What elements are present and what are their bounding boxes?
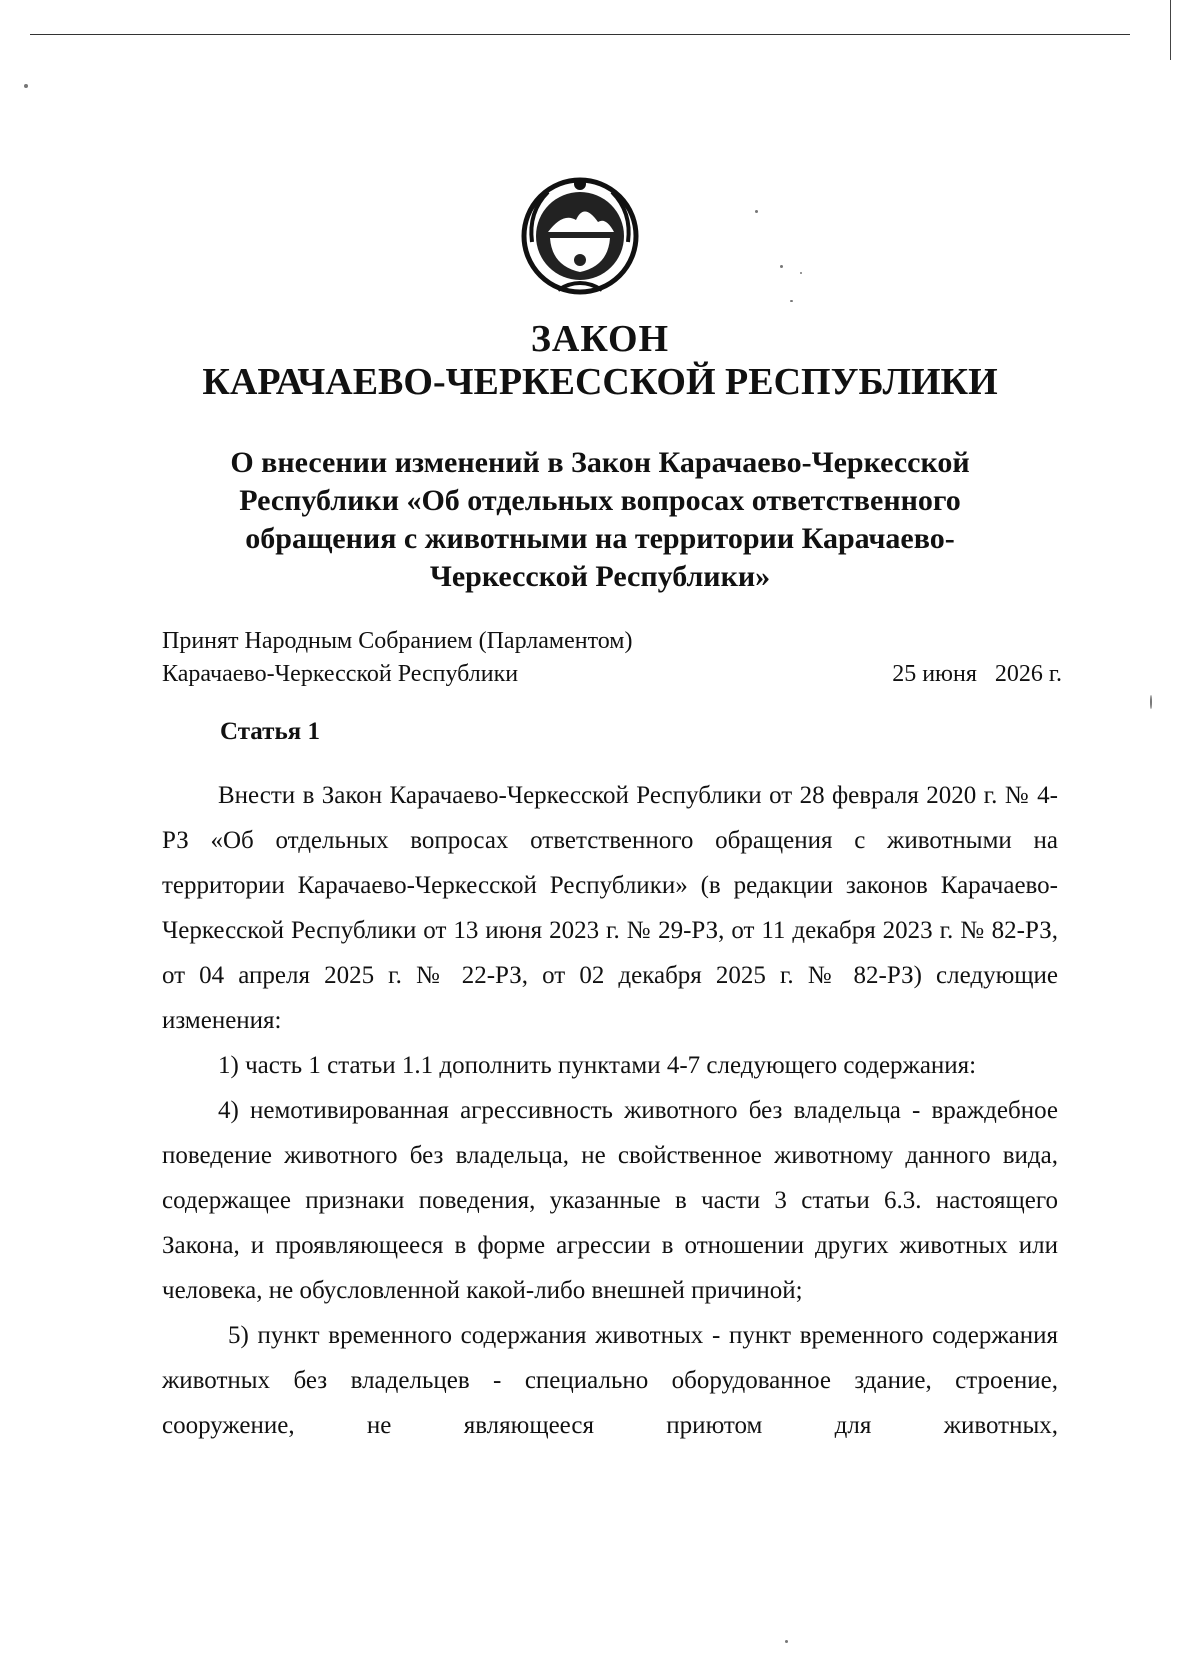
scan-speck: [755, 210, 758, 213]
scan-speck: [800, 272, 802, 274]
article-paragraph: 5) пункт временного содержания животных - пункт временного содержания животных без владельцев - специально оборудованное здание, строение, сооружение, не являющееся приютом для животных,: [162, 1322, 1058, 1439]
adoption-date: 25 июня 2026 г.: [892, 661, 1062, 687]
republic-title: КАРАЧАЕВО-ЧЕРКЕССКОЙ РЕСПУБЛИКИ: [202, 361, 998, 403]
law-title: ЗАКОН: [530, 318, 670, 360]
scan-speck: [1150, 695, 1152, 709]
article-body: [162, 773, 1058, 1448]
scan-speck: [790, 300, 793, 302]
law-subtitle: О внесении изменений в Закон Карачаево-Черкесской Республики «Об отдельных вопросах ответственного обращения с животными на территории Карачаево-Черкесской Республики»: [230, 446, 970, 593]
scan-border-line: [30, 34, 1130, 35]
scan-edge-line: [1170, 0, 1171, 60]
article-paragraph: 1) часть 1 статьи 1.1 дополнить пунктами 4-7 следующего содержания:: [218, 1052, 977, 1079]
article-paragraph: Внести в Закон Карачаево-Черкесской Республики от 28 февраля 2020 г. № 4-РЗ «Об отдельных вопросах ответственного обращения с животными на территории Карачаево-Черкесской Республики» (в редакции законов Карачаево-Черкесской Республики от 13 июня 2023 г. № 29-РЗ, от 11 декабря 2023 г. № 82-РЗ, от 04 апреля 2025 г. № 22-РЗ, от 02 декабря 2025 г. № 82-РЗ) следующие изменения:: [162, 782, 1058, 1034]
article-paragraph: 4) немотивированная агрессивность животного без владельца - враждебное поведение животного без владельца, не свойственное животному данного вида, содержащее признаки поведения, указанные в части 3 статьи 6.3. настоящего Закона, и проявляющееся в форме агрессии в отношении других животных или человека, не обусловленной какой-либо внешней причиной;: [162, 1097, 1058, 1304]
adoption-block: [162, 625, 1062, 691]
scan-speck: [780, 265, 783, 268]
coat-of-arms-emblem-icon: [518, 172, 642, 296]
adoption-line-1: Принят Народным Собранием (Парламентом): [162, 628, 633, 654]
scan-speck: [785, 1640, 788, 1643]
scan-speck: [24, 84, 28, 88]
adoption-line-2: Карачаево-Черкесской Республики: [162, 661, 519, 687]
article-heading: Статья 1: [220, 718, 320, 745]
